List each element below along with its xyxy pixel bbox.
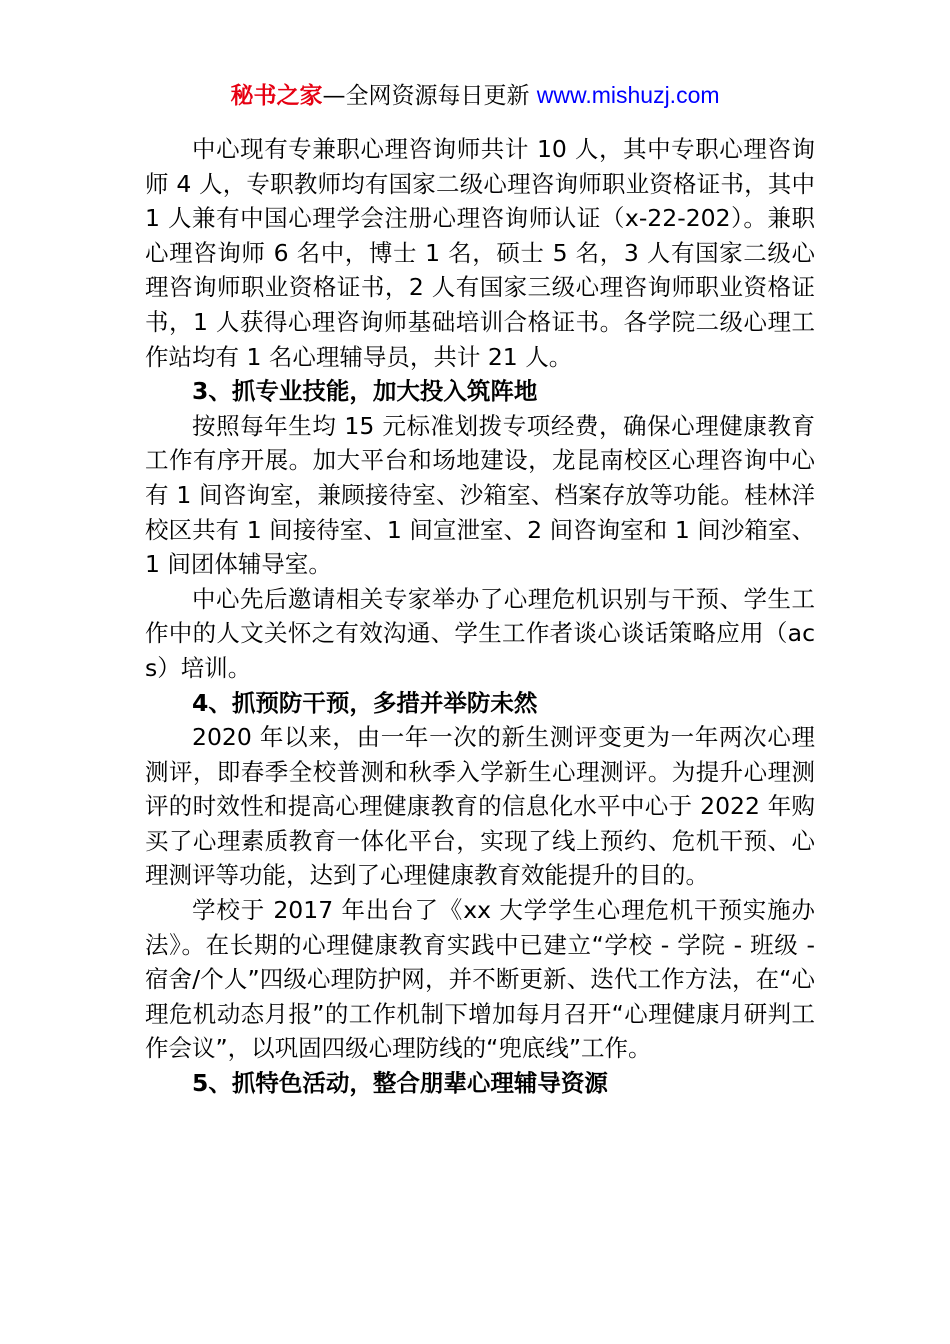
section-heading-5: 5、抓特色活动，整合朋辈心理辅导资源	[192, 1069, 608, 1098]
paragraph-crisis-intervention: 学校于 2017 年出台了《xx 大学学生心理危机干预实施办法》。在长期的心理健康教育实践中已建立“学校 - 学院 - 班级 - 宿舍/个人”四级心理防护网，并不断更新、迭代工作方法，在“心理危机动态月报”的工作机制下增加每月召开“心理健康月研判工作会议”，以巩固四级心理防线的“兜底线”工作。	[145, 896, 815, 1063]
brand-name: 秘书之家	[230, 83, 323, 109]
document-body	[145, 132, 815, 1101]
page-header	[0, 78, 950, 113]
section-heading-4: 4、抓预防干预，多措并举防未然	[192, 688, 538, 717]
paragraph-staff: 中心现有专兼职心理咨询师共计 10 人，其中专职心理咨询师 4 人，专职教师均有国家二级心理咨询师职业资格证书，其中 1 人兼有中国心理学会注册心理咨询师认证（x-22-202）。兼职心理咨询师 6 名中，博士 1 名，硕士 5 名，3 人有国家二级心理咨询师职业资格证书，2 人有国家三级心理咨询师职业资格证书，1 人获得心理咨询师基础培训合格证书。各学院二级心理工作站均有 1 名心理辅导员，共计 21 人。	[145, 135, 815, 371]
paragraph-funding: 按照每年生均 15 元标准划拨专项经费，确保心理健康教育工作有序开展。加大平台和场地建设，龙昆南校区心理咨询中心有 1 间咨询室，兼顾接待室、沙箱室、档案存放等功能。桂林洋校区共有 1 间接待室、1 间宣泄室、2 间咨询室和 1 间沙箱室、1 间团体辅导室。	[145, 411, 815, 579]
paragraph-training: 中心先后邀请相关专家举办了心理危机识别与干预、学生工作中的人文关怀之有效沟通、学生工作者谈心谈话策略应用（acs）培训。	[145, 584, 815, 682]
section-heading-3: 3、抓专业技能，加大投入筑阵地	[192, 377, 538, 406]
paragraph-assessment: 2020 年以来，由一年一次的新生测评变更为一年两次心理测评，即春季全校普测和秋季入学新生心理测评。为提升心理测评的时效性和提高心理健康教育的信息化水平中心于 2022 年购买了心理素质教育一体化平台，实现了线上预约、危机干预、心理测评等功能，达到了心理健康教育效能提升的目的。	[145, 723, 815, 890]
website-link[interactable]: www.mishuzj.com	[536, 82, 720, 108]
header-tagline: —全网资源每日更新	[322, 83, 537, 109]
